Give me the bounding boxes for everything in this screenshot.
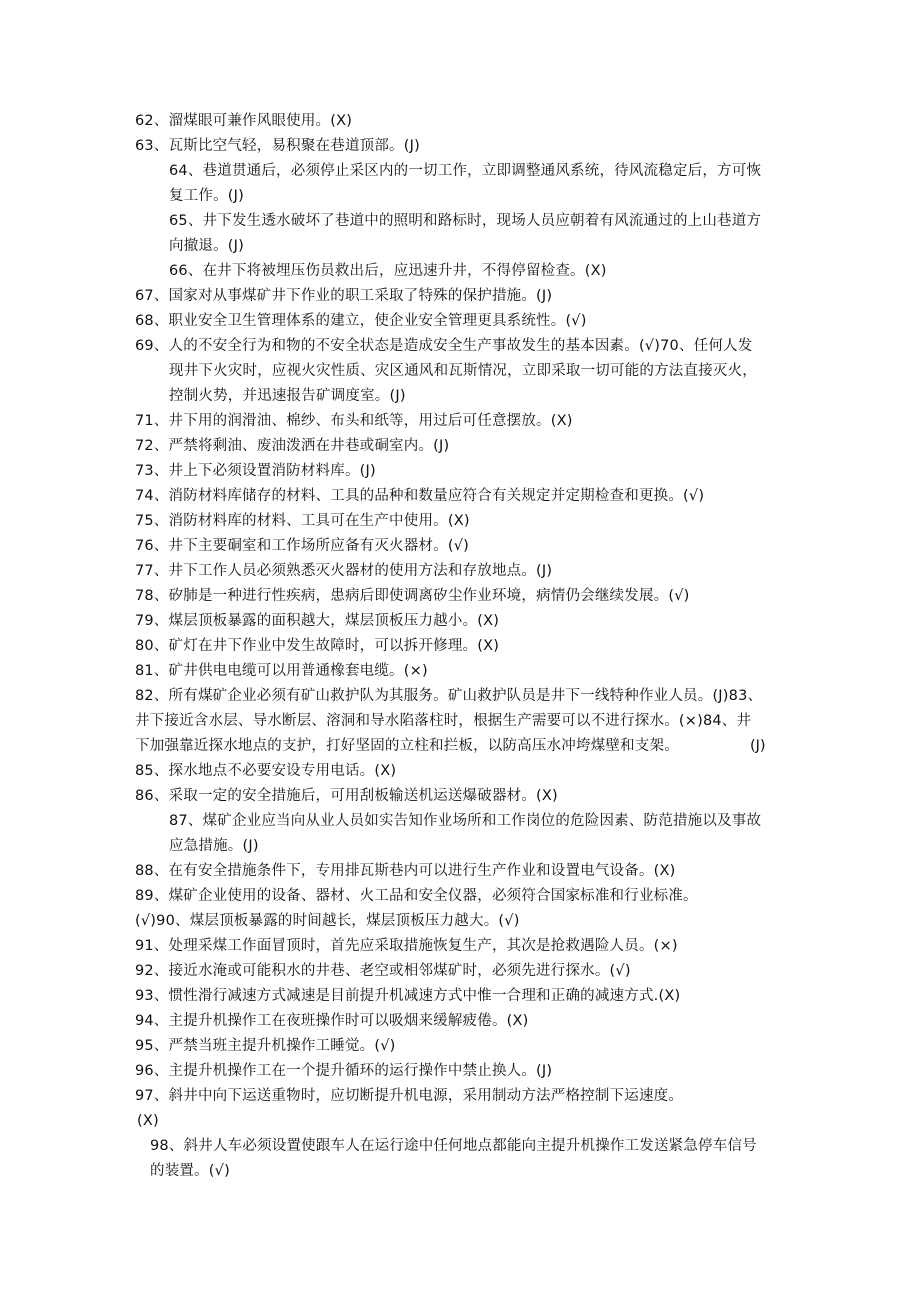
- text-line: 76、井下主要硐室和工作场所应备有灭火器材。(√): [135, 538, 470, 554]
- text-line: 80、矿灯在井下作业中发生故障时，可以拆开修理。(X): [135, 638, 500, 654]
- text-line: 68、职业安全卫生管理体系的建立，使企业安全管理更具系统性。(√): [135, 313, 587, 329]
- text-line: 71、井下用的润滑油、棉纱、布头和纸等，用过后可任意摆放。(X): [135, 413, 573, 429]
- text-line: 62、溜煤眼可兼作风眼使用。(X): [135, 113, 353, 129]
- text-line: 77、井下工作人员必须熟悉灭火器材的使用方法和存放地点。(J): [135, 563, 553, 579]
- text-line: 66、在井下将被埋压伤员救出后，应迅速升井，不得停留检查。(X): [169, 263, 607, 279]
- text-line: 93、惯性滑行减速方式减速是目前提升机减速方式中惟一合理和正确的减速方式.(X): [135, 988, 681, 1004]
- text-line: 92、接近水淹或可能积水的井巷、老空或相邻煤矿时，必须先进行探水。(√): [135, 963, 631, 979]
- text-line: 88、在有安全措施条件下，专用排瓦斯巷内可以进行生产作业和设置电气设备。(X): [135, 863, 676, 879]
- text-line: 96、主提升机操作工在一个提升循环的运行操作中禁止换人。(J): [135, 1063, 553, 1079]
- text-line: 67、国家对从事煤矿井下作业的职工采取了特殊的保护措施。(J): [135, 288, 553, 304]
- text-line: 75、消防材料库的材料、工具可在生产中使用。(X): [135, 513, 470, 529]
- text-line: 85、探水地点不必要安设专用电话。(X): [135, 763, 397, 779]
- text-line: (X): [137, 1113, 159, 1129]
- text-line: 69、人的不安全行为和物的不安全状态是造成安全生产事故发生的基本因素。(√)70、任何人发: [135, 338, 753, 354]
- text-line: 63、瓦斯比空气轻，易积聚在巷道顶部。(J): [135, 138, 420, 154]
- text-line: 78、矽肺是一种进行性疾病，患病后即使调离矽尘作业环境，病情仍会继续发展。(√): [135, 588, 690, 604]
- text-line: 95、严禁当班主提升机操作工睡觉。(√): [135, 1038, 396, 1054]
- text-line: 控制火势，并迅速报告矿调度室。(J): [169, 388, 406, 404]
- text-line: 的装置。(√): [150, 1163, 230, 1179]
- text-line: 向撤退。(J): [169, 238, 244, 254]
- text-line: 79、煤层顶板暴露的面积越大，煤层顶板压力越小。(X): [135, 613, 500, 629]
- text-line: 74、消防材料库储存的材料、工具的品种和数量应符合有关规定并定期检查和更换。(√): [135, 488, 705, 504]
- text-line: 井下接近含水层、导水断层、溶洞和导水陷落柱时，根据生产需要可以不进行探水。(×)84、井: [135, 713, 752, 729]
- text-line: 复工作。(J): [169, 188, 244, 204]
- text-line: 64、巷道贯通后，必须停止采区内的一切工作，立即调整通风系统，待风流稳定后，方可恢: [169, 163, 762, 179]
- text-line: 89、煤矿企业使用的设备、器材、火工品和安全仪器，必须符合国家标准和行业标准。: [135, 888, 698, 904]
- text-line: 65、井下发生透水破坏了巷道中的照明和路标时，现场人员应朝着有风流通过的上山巷道方: [169, 213, 762, 229]
- text-line: 91、处理采煤工作面冒顶时，首先应采取措施恢复生产，其次是抢救遇险人员。(×): [135, 938, 678, 954]
- text-line-tail: (J): [750, 738, 766, 754]
- text-line: 72、严禁将剩油、废油泼洒在井巷或硐室内。(J): [135, 438, 450, 454]
- text-line: (√)90、煤层顶板暴露的时间越长，煤层顶板压力越大。(√): [135, 913, 520, 929]
- text-line: 应急措施。(J): [169, 838, 259, 854]
- text-line: 87、煤矿企业应当向从业人员如实告知作业场所和工作岗位的危险因素、防范措施以及事故: [169, 813, 762, 829]
- text-line: 73、井上下必须设置消防材料库。(J): [135, 463, 376, 479]
- text-line: 98、斜井人车必须设置使跟车人在运行途中任何地点都能向主提升机操作工发送紧急停车信号: [150, 1138, 757, 1154]
- text-line: 现井下火灾时，应视火灾性质、灾区通风和瓦斯情况，立即采取一切可能的方法直接灭火，: [169, 363, 757, 379]
- text-line: 94、主提升机操作工在夜班操作时可以吸烟来缓解疲倦。(X): [135, 1013, 529, 1029]
- text-line: 97、斜井中向下运送重物时，应切断提升机电源，采用制动方法严格控制下运速度。: [135, 1088, 684, 1104]
- text-line: 82、所有煤矿企业必须有矿山救护队为其服务。矿山救护队员是井下一线特种作业人员。(J)83、: [135, 688, 763, 704]
- text-line: 86、采取一定的安全措施后，可用刮板输送机运送爆破器材。(X): [135, 788, 558, 804]
- text-line: 81、矿井供电电缆可以用普通橡套电缆。(×): [135, 663, 428, 679]
- text-line: 下加强靠近探水地点的支护，打好坚固的立柱和拦板，以防高压水冲垮煤壁和支架。: [135, 738, 679, 754]
